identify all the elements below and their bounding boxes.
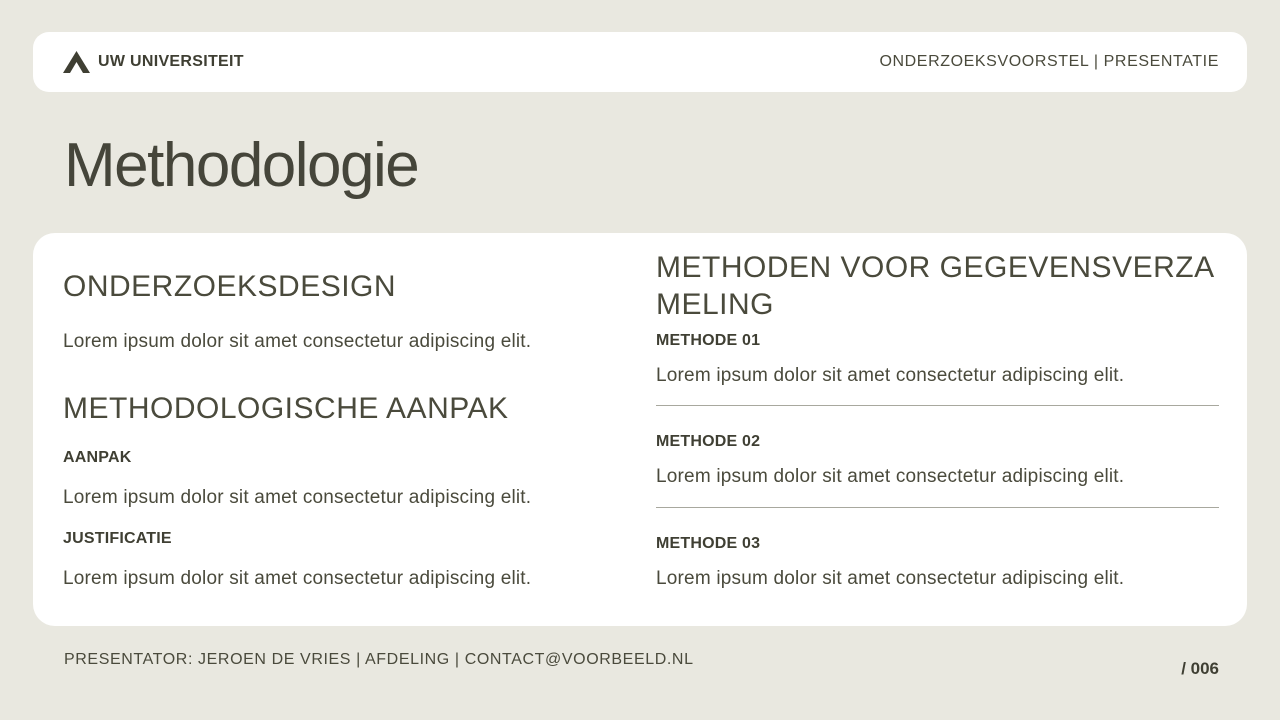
method-02-text: Lorem ipsum dolor sit amet consectetur adipiscing elit. [656,466,1125,487]
page-title: Methodologie [64,131,419,200]
design-text: Lorem ipsum dolor sit amet consectetur adipiscing elit. [63,331,532,352]
approach-text: Lorem ipsum dolor sit amet consectetur adipiscing elit. [63,487,532,508]
method-03-label: METHODE 03 [656,535,761,552]
approach-heading: METHODOLOGISCHE AANPAK [63,392,509,425]
content-card [33,233,1247,626]
method-divider [656,507,1219,508]
method-03-text: Lorem ipsum dolor sit amet consectetur adipiscing elit. [656,568,1125,589]
method-divider [656,405,1219,406]
university-logo[interactable] [63,51,244,73]
presenter-info: PRESENTATOR: JEROEN DE VRIES | AFDELING | CONTACT@VOORBEELD.NL [64,651,694,668]
header-bar [33,32,1247,92]
justification-text: Lorem ipsum dolor sit amet consectetur adipiscing elit. [63,568,532,589]
approach-label: AANPAK [63,449,132,466]
data-collection-heading: METHODEN VOOR GEGEVENSVERZAMELING [656,251,1215,321]
logo-text: UW UNIVERSITEIT [98,53,244,70]
triangle-logo-icon [63,51,90,73]
justification-label: JUSTIFICATIE [63,530,172,547]
method-01-text: Lorem ipsum dolor sit amet consectetur adipiscing elit. [656,365,1125,386]
header-subtitle: ONDERZOEKSVOORSTEL | PRESENTATIE [879,53,1219,70]
method-02-label: METHODE 02 [656,433,761,450]
page-number: / 006 [1181,659,1219,678]
design-heading: ONDERZOEKSDESIGN [63,270,397,303]
method-01-label: METHODE 01 [656,332,761,349]
